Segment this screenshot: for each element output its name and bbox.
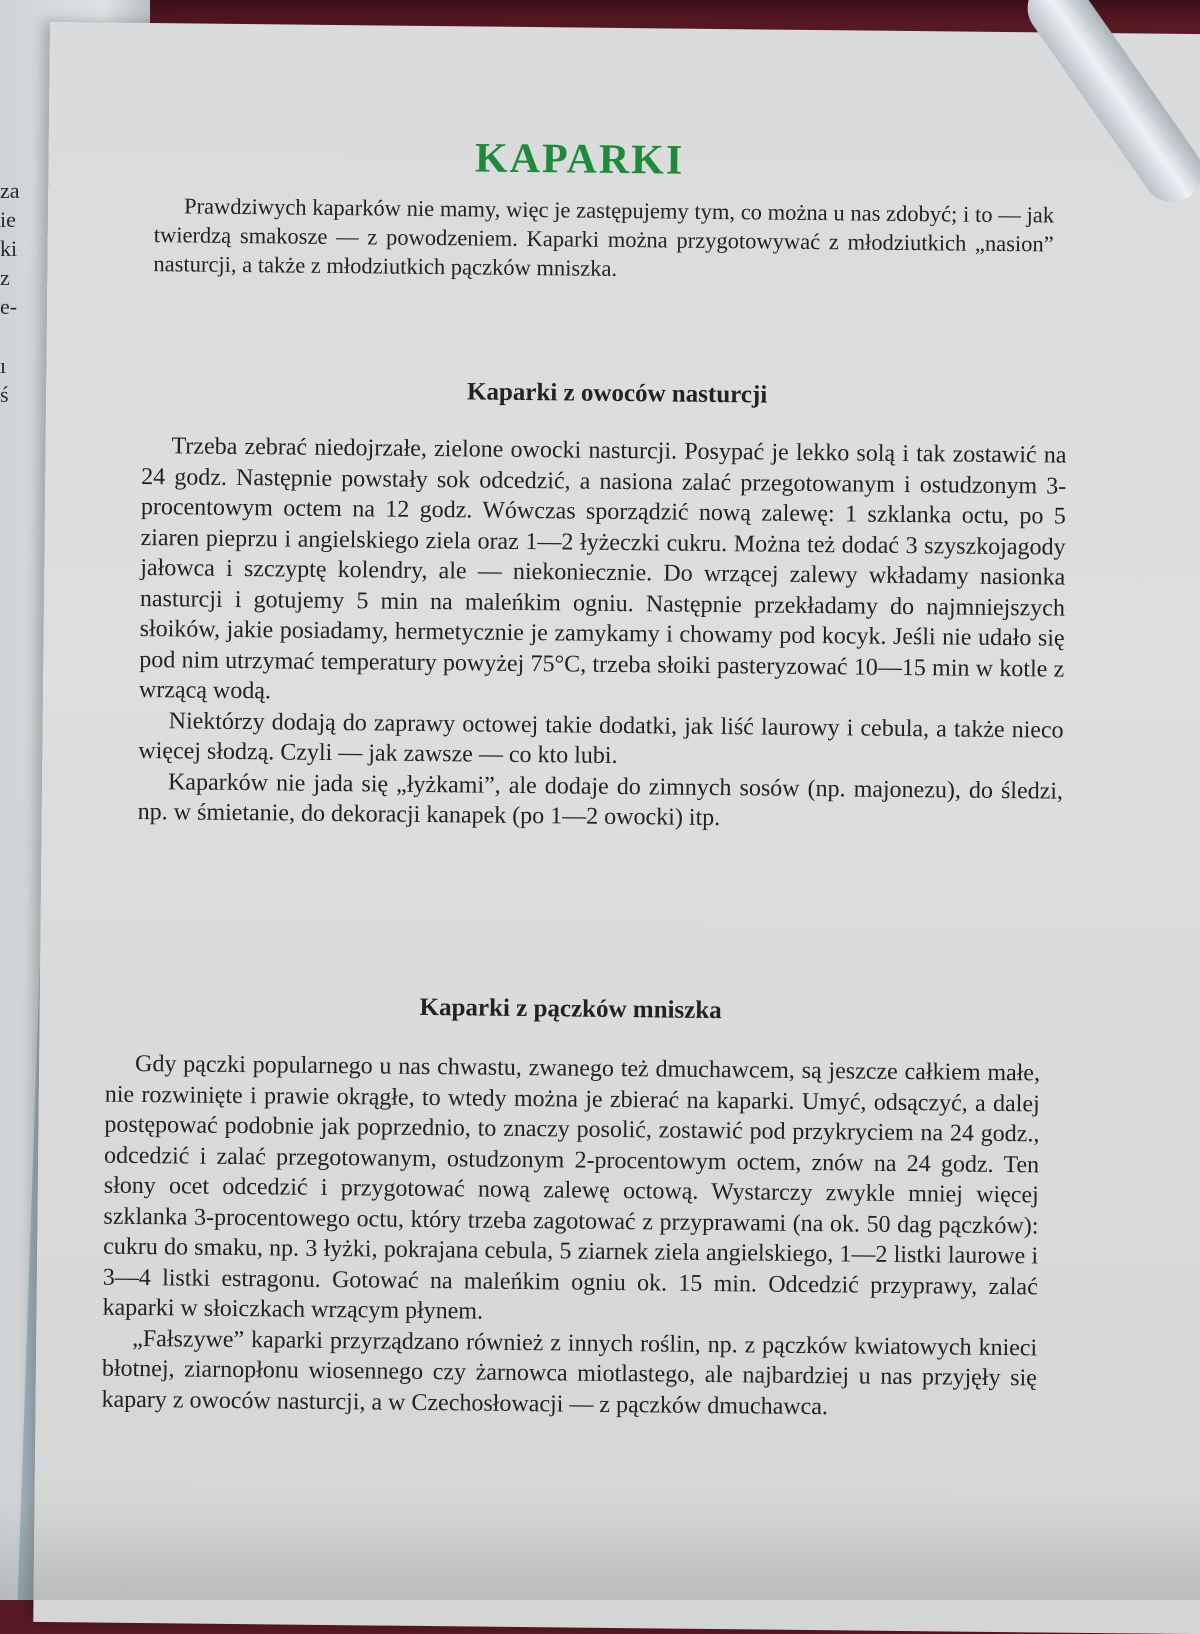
section-dandelion [101,1049,1040,1425]
left-fragment: ś [0,382,9,407]
intro-paragraph: Prawdziwych kaparków nie mamy, więc je zastępujemy tym, co można u nas zdobyć; i to — jak twierdzą smakosze — z powodzeniem. Kaparki można przygotowywać z młodziutkich „nasion” nasturcji, a także z młodziutkich pączków mniszka. [153,193,1055,281]
paragraph: Gdy pączki popularnego u nas chwastu, zwanego też dmuchawcem, są jeszcze całkiem małe, nie rozwinięte i prawie okrągłe, to wtedy można je zbierać na kaparki. Umyć, odsączyć, a dalej postępować podobnie jak poprzednio, to znaczy posolić, zostawić pod przykryciem na 24 godz., odcedzić i zalać przegotowanym, ostudzonym 2-procentowym octem, znów na 24 godz. Ten słony ocet odcedzić i przygotować nową zalewę octową. Wystarczy zwykle mniej więcej szklanka 3-procentowego octu, który trzeba zagotować z przyprawami (na ok. 50 dag pączków): cukru do smaku, np. 3 łyżki, pokrajana cebula, 5 ziarnek ziela angielskiego, 1—2 listki laurowe i 3—4 listki estragonu. Gotować na maleńkim ogniu ok. 15 min. Odcedzić przyprawy, zalać kaparki w słoiczkach wrzącym płynem. [102,1050,1041,1325]
left-page-text-fragments [0,176,40,409]
left-fragment: e- [0,294,18,319]
left-fragment: ı [0,353,7,378]
paragraph: Niektórzy dodają do zaprawy octowej takie dodatki, jak liść laurowy i cebula, a także nieco więcej słodzą. Czyli — jak zawsze — co kto lubi. [138,707,1064,769]
section-nasturtium [138,431,1067,837]
book-page [33,22,1200,1634]
left-fragment: ie [0,207,16,232]
paragraph: „Fałszywe” kaparki przyrządzano również z innych roślin, np. z pączków kwiatowych knieci błotnej, ziarnopłonu wiosennego czy żarnowca miotlastego, ale najbardziej u nas przyjęły się kapary z owoców nasturcji, a w Czechosłowacji — z pączków dmuchawca. [101,1325,1038,1420]
paragraph: Trzeba zebrać niedojrzałe, zielone owocki nasturcji. Posypać je lekko solą i tak zostawić na 24 godz. Następnie powstały sok odcedzić, a nasiona zalać przegotowanym i ostudzonym 3-procentowym octem na 12 godz. Wówczas sporządzić nową zalewę: 1 szklanka octu, po 5 ziaren pieprzu i angielskiego ziela oraz 1—2 łyżeczki cukru. Można też dodać 3 szyszkojagody jałowca i szczyptę kolendry, ale — niekoniecznie. Do wrzącej zalewy wkładamy nasionka nasturcji i gotujemy 5 min na maleńkim ogniu. Następnie przekładamy do najmniejszych słoików, jakie posiadamy, hermetycznie je zamykamy i chowamy pod kocyk. Jeśli nie udało się pod nim utrzymać temperatury powyżej 75°C, trzeba słoiki pasteryzować 10—15 min w kotle z wrzącą wodą. [138,433,1067,705]
page-title: KAPARKI [474,135,685,184]
section-heading-nasturtium: Kaparki z owoców nasturcji [466,378,768,409]
left-fragment: za [0,178,20,203]
section-heading-dandelion: Kaparki z pączków mniszka [419,993,722,1025]
paragraph: Kaparków nie jada się „łyżkami”, ale dodaje do zimnych sosów (np. majonezu), do śledzi, np. w śmietanie, do dekoracji kanapek (po 1—2 owocki) itp. [137,768,1064,832]
left-fragment: ki [0,236,18,261]
left-fragment: z [0,265,10,290]
